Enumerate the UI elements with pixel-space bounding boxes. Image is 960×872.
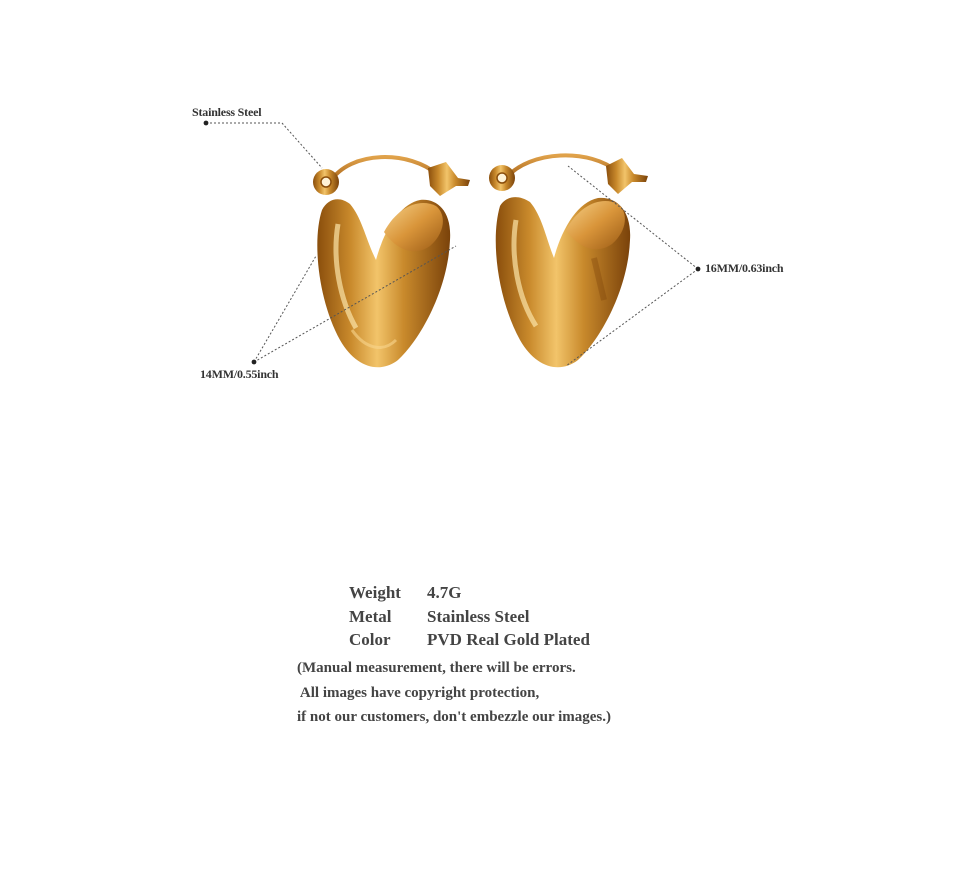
note-line: All images have copyright protection,	[297, 684, 540, 701]
disclaimer-notes	[297, 656, 611, 730]
earring-right	[489, 155, 648, 367]
material-callout-line	[206, 123, 322, 168]
note-line: if not our customers, don't embezzle our images.)	[297, 709, 611, 725]
spec-value: PVD Real Gold Plated	[427, 630, 590, 649]
width-callout-dot	[252, 360, 257, 365]
height-callout-dot	[696, 267, 701, 272]
earring-left	[313, 157, 470, 367]
spec-value: Stainless Steel	[427, 606, 530, 626]
spec-row-color	[349, 628, 590, 652]
width-callout-label: 14MM/0.55inch	[200, 367, 279, 381]
specs-table	[349, 581, 590, 652]
material-callout-dot	[204, 121, 209, 126]
spec-row-weight	[349, 581, 590, 605]
width-callout-line-a	[254, 256, 316, 362]
spec-key: Color	[349, 630, 391, 649]
spec-key: Metal	[349, 606, 392, 626]
spec-key: Weight	[349, 583, 401, 602]
spec-value: 4.7G	[427, 583, 462, 602]
material-callout-label: Stainless Steel	[192, 105, 262, 119]
note-line: (Manual measurement, there will be errors.	[297, 660, 576, 676]
spec-row-metal	[349, 605, 590, 629]
height-callout-label: 16MM/0.63inch	[705, 261, 784, 275]
